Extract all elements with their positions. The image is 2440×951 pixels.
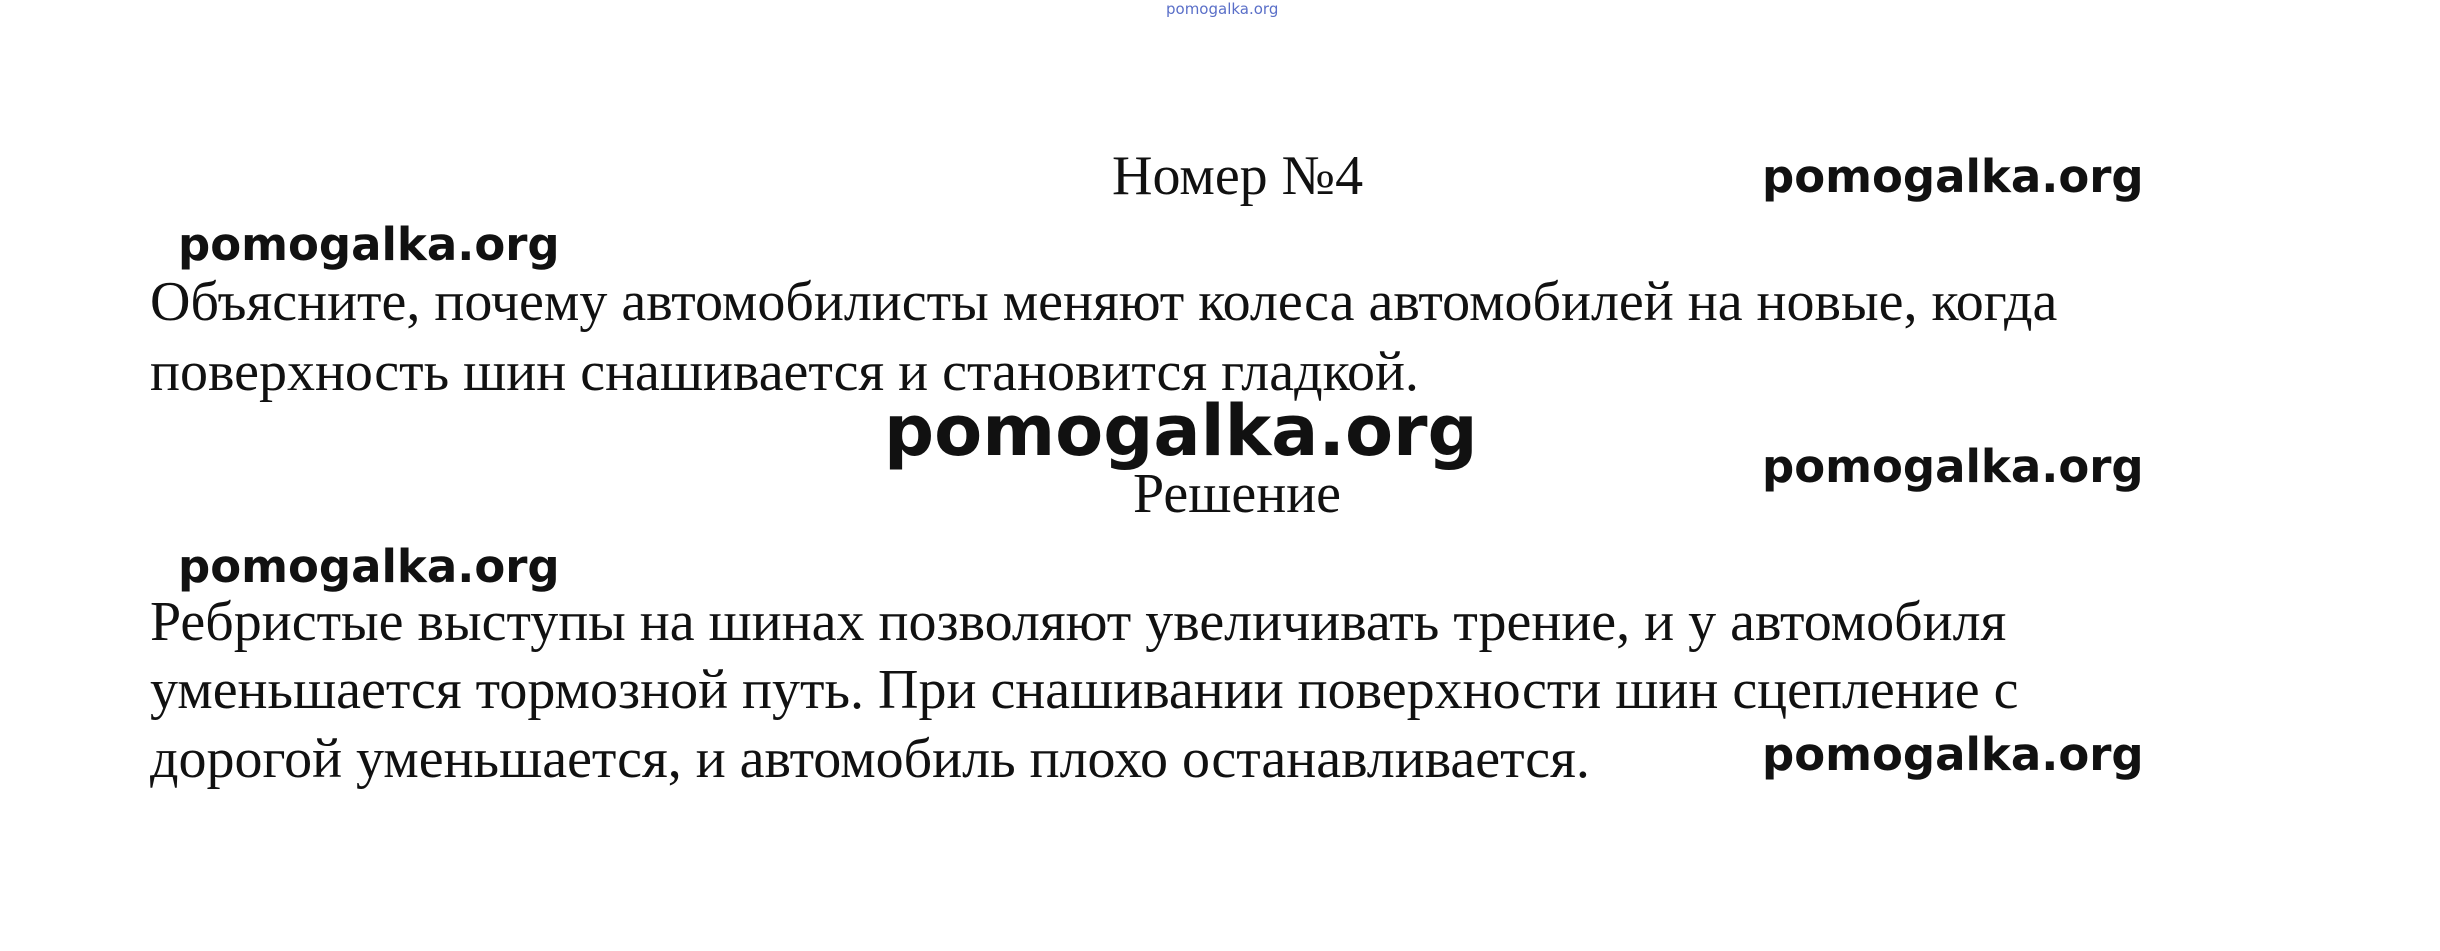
question-line: поверхность шин снашивается и становится гладкой.: [150, 341, 1419, 403]
watermark-large: pomogalka.org: [884, 390, 1478, 472]
watermark: pomogalka.org: [178, 540, 560, 593]
solution-heading: Решение: [1133, 463, 1342, 525]
watermark: pomogalka.org: [1762, 728, 2144, 781]
answer-line: уменьшается тормозной путь. При снашивании поверхности шин сцепление с: [150, 659, 2019, 721]
question-line: Объясните, почему автомобилисты меняют колеса автомобилей на новые, когда: [150, 271, 2058, 333]
answer-line: дорогой уменьшается, и автомобиль плохо останавливается.: [150, 728, 1590, 790]
site-link[interactable]: pomogalka.org: [1166, 0, 1279, 18]
watermark: pomogalka.org: [1762, 440, 2144, 493]
page-title: Номер №4: [1112, 145, 1364, 207]
watermark: pomogalka.org: [178, 218, 560, 271]
answer-line: Ребристые выступы на шинах позволяют увеличивать трение, и у автомобиля: [150, 591, 2007, 653]
watermark: pomogalka.org: [1762, 150, 2144, 203]
